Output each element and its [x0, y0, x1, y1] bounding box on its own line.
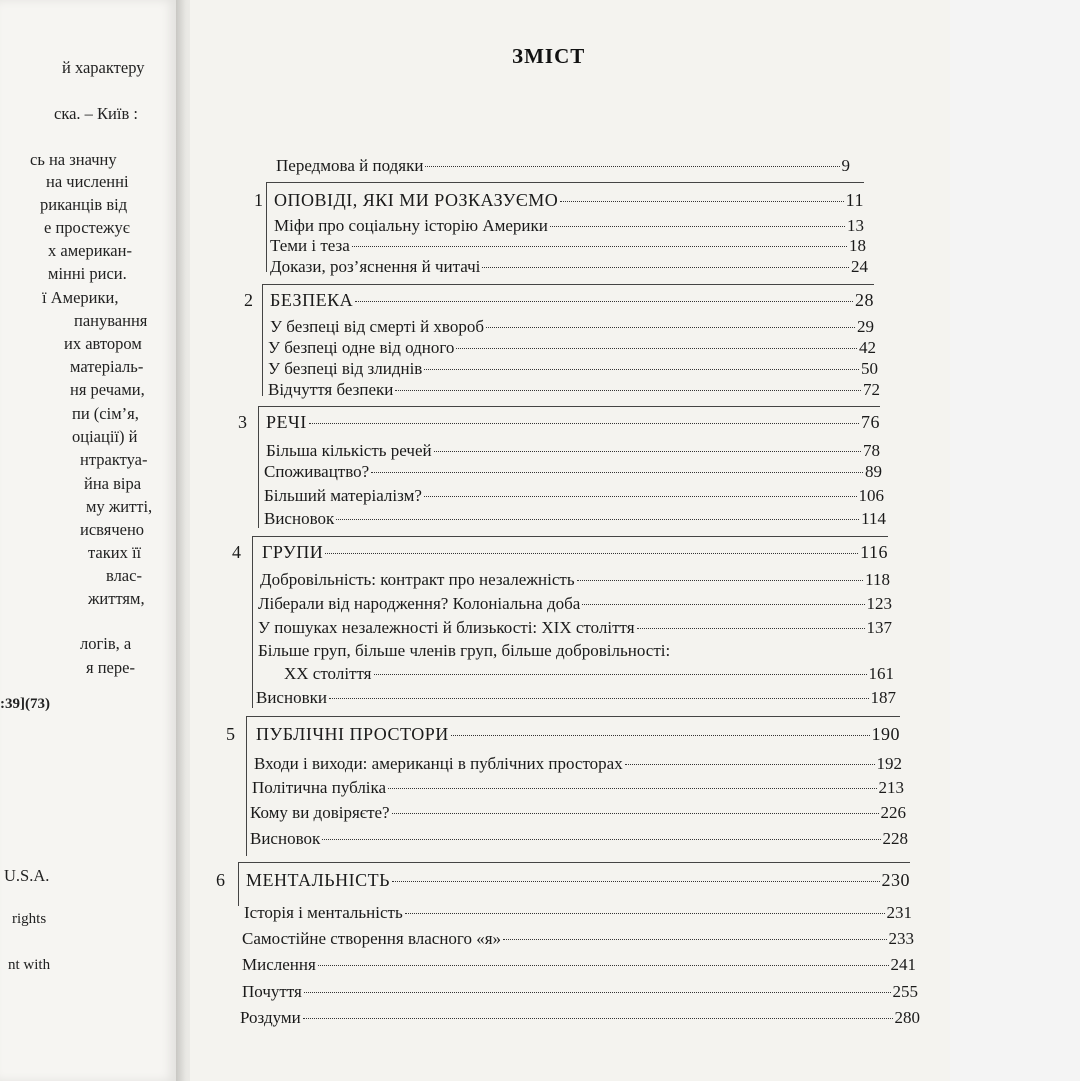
dot-leader	[329, 698, 869, 699]
toc-entry-label: Входи і виходи: американці в публічних просторах	[254, 754, 623, 773]
left-text-fragment: панування	[74, 311, 148, 330]
toc-entry-page: 118	[865, 570, 890, 589]
dot-leader	[336, 519, 859, 520]
dot-leader	[374, 674, 867, 675]
dot-leader	[486, 327, 855, 328]
dot-leader	[395, 390, 861, 391]
chapter-rule	[258, 406, 880, 407]
toc-entry	[242, 982, 918, 1002]
toc-chapter	[232, 542, 888, 562]
chapter-title: ОПОВІДІ, ЯКІ МИ РОЗКАЗУЄМО	[274, 190, 559, 210]
toc-entry-preface	[276, 156, 850, 176]
left-text-fragment: е простежує	[44, 218, 130, 237]
toc-chapter	[254, 190, 864, 210]
toc-entry-label: Роздуми	[240, 1008, 301, 1027]
toc-entry-page: 137	[866, 618, 892, 637]
toc-entry-page: 106	[858, 486, 884, 505]
left-text-fragment: матеріаль-	[70, 357, 144, 376]
dot-leader	[318, 965, 889, 966]
chapter-number: 2	[244, 290, 254, 310]
toc-entry-page: 233	[888, 929, 914, 948]
toc-entry-label: Більше груп, більше членів груп, більше добровільності:	[258, 641, 671, 660]
toc-entry-page: 18	[849, 236, 866, 255]
toc-entry-label: Висновки	[256, 688, 327, 707]
toc-entry-page: 78	[863, 441, 880, 460]
dot-leader	[456, 348, 857, 349]
toc-entry	[260, 570, 890, 590]
toc-chapter	[226, 724, 900, 744]
toc-entry-label: У пошуках незалежності й близькості: XIX століття	[258, 618, 635, 637]
toc-chapter	[216, 870, 910, 890]
toc-entry-label: Політична публіка	[252, 778, 387, 797]
toc-entry	[250, 829, 908, 849]
toc-entry-label: Теми і теза	[270, 236, 350, 255]
toc-entry	[242, 929, 914, 949]
chapter-rule	[252, 536, 253, 708]
toc-entry	[242, 955, 916, 975]
chapter-rule	[258, 406, 259, 528]
toc-entry-label: Висновок	[264, 509, 335, 528]
toc-entry-page: 280	[894, 1008, 920, 1027]
dot-leader	[425, 166, 839, 167]
toc-entry-label: Мислення	[242, 955, 316, 974]
left-text-fragment: й характеру	[62, 58, 145, 77]
toc-entry	[264, 509, 886, 529]
left-text-fragment: ска. – Київ :	[54, 104, 138, 123]
toc-chapter	[238, 412, 880, 432]
toc-entry	[244, 903, 912, 923]
toc-entry	[252, 778, 904, 798]
chapter-rule	[252, 536, 888, 537]
toc-entry-page: 123	[866, 594, 892, 613]
left-text-fragment: мінні риси.	[48, 264, 127, 283]
toc-entry-page: 255	[892, 982, 918, 1001]
toc-entry	[256, 688, 896, 708]
left-text-fragment: :39](73)	[0, 696, 50, 712]
left-text-fragment: нтрактуа-	[80, 450, 148, 469]
left-text-fragment: ня речами,	[70, 380, 145, 399]
toc-entry	[254, 754, 902, 774]
left-text-fragment: U.S.A.	[4, 866, 50, 885]
toc-entry-label: У безпеці від смерті й хвороб	[270, 317, 484, 336]
toc-entry-page: 241	[890, 955, 916, 974]
dot-leader	[309, 423, 859, 424]
toc-entry-page: 13	[847, 216, 864, 235]
toc-entry-page: 24	[851, 257, 868, 276]
chapter-number: 5	[226, 724, 236, 744]
left-text-fragment: rights	[12, 911, 47, 927]
dot-leader	[637, 628, 865, 629]
chapter-title: БЕЗПЕКА	[270, 290, 354, 310]
toc-entry-label: Ліберали від народження? Колоніальна доба	[258, 594, 581, 613]
toc-entry	[270, 236, 866, 256]
dot-leader	[352, 246, 847, 247]
left-text-fragment: життям,	[88, 589, 145, 608]
chapter-number: 1	[254, 190, 264, 210]
chapter-page: 11	[845, 190, 864, 210]
chapter-rule	[238, 862, 910, 863]
toc-entry-label: XX століття	[284, 664, 372, 683]
left-text-fragment: йна віра	[84, 474, 142, 493]
left-text-fragment: логів, а	[80, 634, 132, 653]
toc-entry-label: У безпеці одне від одного	[268, 338, 455, 357]
toc-entry-label: Відчуття безпеки	[268, 380, 394, 399]
dot-leader	[388, 788, 876, 789]
chapter-number: 4	[232, 542, 242, 562]
chapter-number: 3	[238, 412, 248, 432]
toc-entry-page: 72	[863, 380, 880, 399]
left-text-fragment: исвячено	[80, 520, 145, 539]
toc-entry-page: 226	[880, 803, 906, 822]
left-text-fragment: их автором	[64, 334, 142, 353]
toc-entry	[270, 317, 874, 337]
chapter-rule	[246, 716, 900, 717]
dot-leader	[355, 301, 853, 302]
dot-leader	[392, 881, 880, 882]
toc-entry-page: 228	[882, 829, 908, 848]
dot-leader	[424, 496, 857, 497]
toc-entry	[240, 1008, 920, 1028]
toc-entry	[264, 462, 882, 482]
dot-leader	[577, 580, 864, 581]
toc-entry-label: Кому ви довіряєте?	[250, 803, 390, 822]
toc-entry-label: Висновок	[250, 829, 321, 848]
chapter-page: 190	[871, 724, 900, 744]
toc-entry	[258, 594, 892, 614]
dot-leader	[303, 1018, 893, 1019]
left-text-fragment: на численні	[46, 172, 129, 191]
toc-entry-page: 29	[857, 317, 874, 336]
toc-entry-label: Більший матеріалізм?	[264, 486, 422, 505]
toc-entry	[264, 486, 884, 506]
toc-entry	[274, 216, 864, 236]
toc-entry	[258, 618, 892, 638]
toc-entry	[268, 359, 878, 379]
dot-leader	[503, 939, 886, 940]
toc-entry-page: 213	[878, 778, 904, 797]
chapter-title: РЕЧІ	[266, 412, 307, 432]
chapter-rule	[238, 862, 239, 906]
page-title: ЗМІСТ	[512, 44, 586, 68]
left-text-fragment: оціації) й	[72, 427, 138, 446]
dot-leader	[560, 201, 843, 202]
toc-entry-label: Почуття	[242, 982, 302, 1001]
toc-chapter	[244, 290, 874, 310]
chapter-number: 6	[216, 870, 226, 890]
toc-entry-page: 187	[870, 688, 896, 707]
chapter-rule	[266, 182, 267, 272]
left-text-fragment: х американ-	[48, 241, 132, 260]
toc-entry-page: 192	[876, 754, 902, 773]
toc-entry-page: 161	[868, 664, 894, 683]
left-text-fragment: пи (сім’я,	[72, 404, 139, 423]
dot-leader	[304, 992, 891, 993]
chapter-page: 230	[881, 870, 910, 890]
toc-entry-label: Передмова й подяки	[276, 156, 424, 175]
dot-leader	[405, 913, 885, 914]
chapter-title: ПУБЛІЧНІ ПРОСТОРИ	[256, 724, 449, 744]
left-text-fragment: сь на значну	[30, 150, 117, 169]
toc-entry-label: У безпеці від злиднів	[268, 359, 423, 378]
left-text-fragment: nt with	[8, 957, 51, 973]
chapter-rule	[246, 716, 247, 856]
left-text-fragment: я пере-	[86, 658, 135, 677]
toc-entry-label: Докази, роз’яснення й читачі	[270, 257, 481, 276]
chapter-title: МЕНТАЛЬНІСТЬ	[246, 870, 390, 890]
toc-entry	[268, 380, 880, 400]
dot-leader	[322, 839, 880, 840]
dot-leader	[325, 553, 858, 554]
left-page	[0, 0, 176, 1081]
left-text-fragment: влас-	[106, 566, 142, 585]
toc-entry-page: 231	[886, 903, 912, 922]
toc-entry	[270, 257, 868, 277]
chapter-page: 116	[860, 542, 888, 562]
toc-entry	[284, 664, 894, 684]
toc-entry-page: 114	[861, 509, 886, 528]
dot-leader	[371, 472, 863, 473]
chapter-rule	[262, 284, 874, 285]
toc-entry	[268, 338, 876, 358]
toc-entry-page: 9	[841, 156, 850, 175]
dot-leader	[482, 267, 849, 268]
left-text-fragment: му житті,	[86, 497, 153, 516]
dot-leader	[582, 604, 864, 605]
background	[950, 0, 1080, 1081]
toc-entry-page: 89	[865, 462, 882, 481]
toc-entry-label: Самостійне створення власного «я»	[242, 929, 502, 948]
chapter-page: 76	[861, 412, 880, 432]
left-text-fragment: таких її	[88, 543, 142, 562]
dot-leader	[424, 369, 859, 370]
chapter-title: ГРУПИ	[262, 542, 324, 562]
toc-entry-label: Споживацтво?	[264, 462, 370, 481]
dot-leader	[550, 226, 845, 227]
toc-entry	[266, 441, 880, 461]
chapter-rule	[266, 182, 864, 183]
dot-leader	[392, 813, 879, 814]
toc-entry-page: 42	[859, 338, 876, 357]
toc-entry	[258, 641, 892, 661]
chapter-page: 28	[855, 290, 874, 310]
toc-entry	[250, 803, 906, 823]
dot-leader	[434, 451, 861, 452]
toc-entry-label: Добровільність: контракт про незалежність	[260, 570, 575, 589]
toc-entry-label: Більша кількість речей	[266, 441, 432, 460]
left-text-fragment: риканців від	[40, 195, 128, 214]
toc-entry-label: Історія і ментальність	[244, 903, 403, 922]
dot-leader	[625, 764, 875, 765]
left-text-fragment: ї Америки,	[42, 288, 119, 307]
dot-leader	[451, 735, 870, 736]
toc-entry-page: 50	[861, 359, 878, 378]
toc-entry-label: Міфи про соціальну історію Америки	[274, 216, 548, 235]
